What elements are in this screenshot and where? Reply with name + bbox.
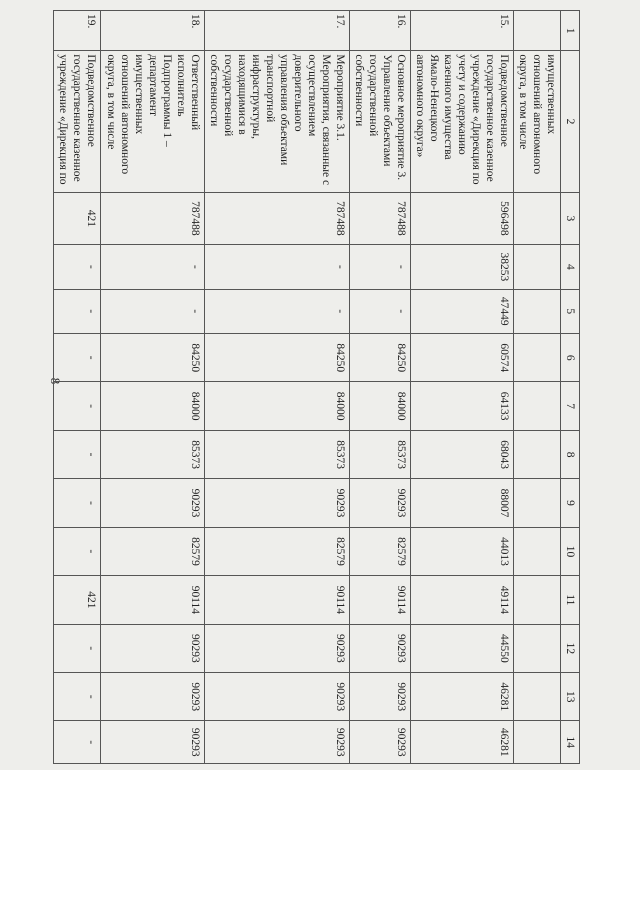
cell-value: 90293 <box>101 673 204 721</box>
column-header-9: 9 <box>560 479 579 527</box>
cell-value: 84000 <box>204 382 349 430</box>
cell-value: 84000 <box>101 382 204 430</box>
cell-value: - <box>54 333 101 381</box>
cell-value: 90293 <box>204 721 349 764</box>
row-name: Подведомственное государственное казенное учреждение «Дирекция по учету и содержанию казенного имущества Ямало-Ненецкого автономного округа» <box>410 51 513 192</box>
cell-value: 90114 <box>101 576 204 624</box>
cell-value <box>513 430 560 478</box>
cell-value: - <box>349 245 410 289</box>
cell-value: 90293 <box>349 673 410 721</box>
cell-value <box>513 673 560 721</box>
cell-value <box>513 624 560 672</box>
cell-value: - <box>204 289 349 333</box>
column-header-14: 14 <box>560 721 579 764</box>
cell-value: 421 <box>54 192 101 244</box>
cell-value: - <box>54 721 101 764</box>
cell-value: 787488 <box>101 192 204 244</box>
cell-value: 90114 <box>349 576 410 624</box>
cell-value: 46281 <box>410 721 513 764</box>
cell-value: - <box>101 245 204 289</box>
cell-value: - <box>101 289 204 333</box>
cell-value: 90293 <box>101 624 204 672</box>
cell-value: 90293 <box>101 479 204 527</box>
row-number: 15. <box>410 11 513 51</box>
cell-value: 85373 <box>349 430 410 478</box>
cell-value <box>513 576 560 624</box>
row-name: имущественных отношений автономного округа, в том числе <box>513 51 560 192</box>
column-header-8: 8 <box>560 430 579 478</box>
column-header-13: 13 <box>560 673 579 721</box>
cell-value: 84250 <box>349 333 410 381</box>
cell-value: 84250 <box>204 333 349 381</box>
cell-value: 90293 <box>204 624 349 672</box>
cell-value: - <box>54 527 101 575</box>
column-header-6: 6 <box>560 333 579 381</box>
cell-value: 90293 <box>349 721 410 764</box>
cell-value: 85373 <box>101 430 204 478</box>
cell-value <box>513 527 560 575</box>
page-number: 8 <box>48 377 63 385</box>
cell-value: 64133 <box>410 382 513 430</box>
row-name: Мероприятие 3.1. Мероприятия, связанные с осуществлением доверительного управления объектами транспортной инфраструктуры, находящимися в государственной собственности <box>204 51 349 192</box>
cell-value <box>513 289 560 333</box>
cell-value: 596498 <box>410 192 513 244</box>
cell-value: 90293 <box>349 624 410 672</box>
row-number <box>513 11 560 51</box>
column-header-3: 3 <box>560 192 579 244</box>
column-header-12: 12 <box>560 624 579 672</box>
cell-value: 84250 <box>101 333 204 381</box>
cell-value: 82579 <box>101 527 204 575</box>
cell-value <box>513 333 560 381</box>
table-row <box>54 11 101 764</box>
cell-value: 60574 <box>410 333 513 381</box>
cell-value: 46281 <box>410 673 513 721</box>
cell-value: 421 <box>54 576 101 624</box>
row-number: 17. <box>204 11 349 51</box>
table-row <box>513 11 560 764</box>
header-row <box>560 11 579 764</box>
cell-value <box>513 479 560 527</box>
cell-value: - <box>54 382 101 430</box>
table-row <box>204 11 349 764</box>
table-row <box>349 11 410 764</box>
column-header-7: 7 <box>560 382 579 430</box>
cell-value: - <box>204 245 349 289</box>
cell-value: - <box>54 479 101 527</box>
cell-value: 82579 <box>204 527 349 575</box>
cell-value <box>513 382 560 430</box>
column-header-1: 1 <box>560 11 579 51</box>
cell-value: 44013 <box>410 527 513 575</box>
row-name: Основное мероприятие 3. Управление объектами государственной собственности <box>349 51 410 192</box>
cell-value: 47449 <box>410 289 513 333</box>
cell-value: 82579 <box>349 527 410 575</box>
cell-value: - <box>349 289 410 333</box>
cell-value: - <box>54 624 101 672</box>
cell-value: 88007 <box>410 479 513 527</box>
column-header-11: 11 <box>560 576 579 624</box>
table-body <box>54 11 561 764</box>
cell-value: - <box>54 245 101 289</box>
cell-value: 44550 <box>410 624 513 672</box>
cell-value: - <box>54 430 101 478</box>
row-number: 16. <box>349 11 410 51</box>
cell-value: 90293 <box>101 721 204 764</box>
cell-value: 90293 <box>204 479 349 527</box>
budget-table <box>53 10 580 764</box>
column-header-4: 4 <box>560 245 579 289</box>
cell-value <box>513 721 560 764</box>
cell-value: 787488 <box>204 192 349 244</box>
cell-value: 84000 <box>349 382 410 430</box>
table-container <box>57 10 580 764</box>
rotated-table-frame <box>57 10 580 764</box>
cell-value: 90293 <box>204 673 349 721</box>
cell-value: 38253 <box>410 245 513 289</box>
row-name: Ответственный исполнитель Подпрограммы 1 – департамент имущественных отношений автономного округа, в том числе <box>101 51 204 192</box>
cell-value: 90114 <box>204 576 349 624</box>
column-header-10: 10 <box>560 527 579 575</box>
cell-value: 787488 <box>349 192 410 244</box>
cell-value <box>513 192 560 244</box>
table-row <box>101 11 204 764</box>
cell-value: - <box>54 289 101 333</box>
row-number: 19. <box>54 11 101 51</box>
cell-value: 68043 <box>410 430 513 478</box>
column-header-5: 5 <box>560 289 579 333</box>
table-row <box>410 11 513 764</box>
cell-value: 85373 <box>204 430 349 478</box>
cell-value: - <box>54 673 101 721</box>
column-header-2: 2 <box>560 51 579 192</box>
row-name: Подведомственное государственное казенное учреждение «Дирекция по <box>54 51 101 192</box>
cell-value <box>513 245 560 289</box>
row-number: 18. <box>101 11 204 51</box>
cell-value: 90293 <box>349 479 410 527</box>
cell-value: 49114 <box>410 576 513 624</box>
page-margin <box>0 770 640 905</box>
